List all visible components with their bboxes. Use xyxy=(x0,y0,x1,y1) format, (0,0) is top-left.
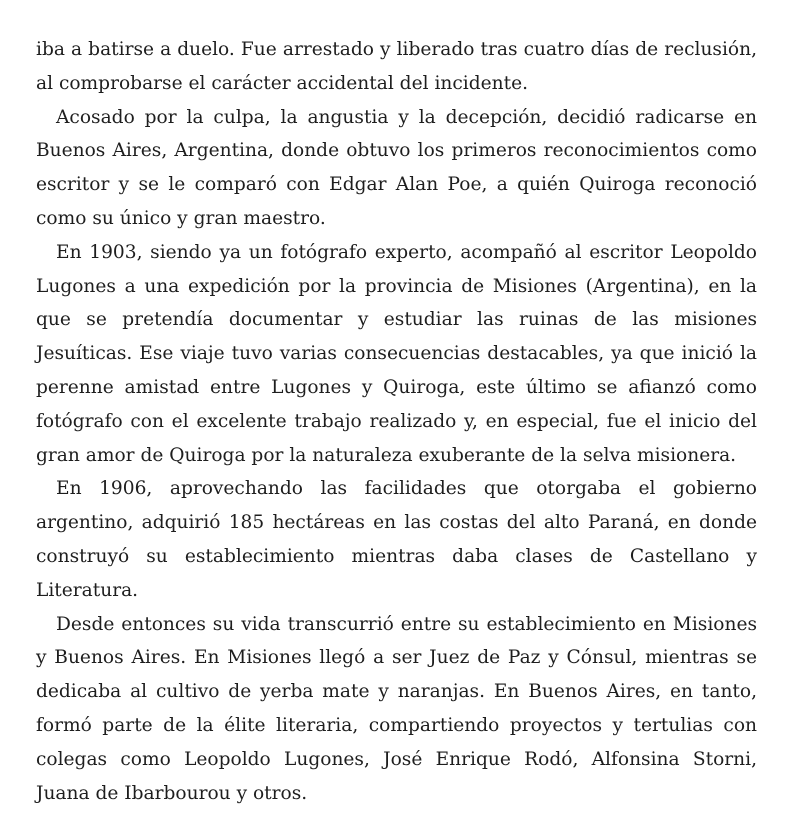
paragraph-buenos-aires: Acosado por la culpa, la angustia y la decepción, decidió radicarse en Buenos Aires, Argentina, donde obtuvo los primeros reconocimientos como escritor y se le comparó con Edgar Alan Poe, a quién Quiroga reconoció como su único y gran maestro. xyxy=(36,106,757,229)
paragraph-continued: iba a batirse a duelo. Fue arrestado y liberado tras cuatro días de reclusión, al comprobarse el carácter accidental del incidente. xyxy=(36,39,757,94)
paragraph-land-1906: En 1906, aprovechando las facilidades que otorgaba el gobierno argentino, adquirió 185 hectáreas en las costas del alto Paraná, en donde construyó su establecimiento mientras daba clases de Castellano y Literatura. xyxy=(36,478,757,601)
paragraph-misiones-life: Desde entonces su vida transcurrió entre su establecimiento en Misiones y Buenos Aires. En Misiones llegó a ser Juez de Paz y Cónsul, mientras se dedicaba al cultivo de yerba mate y naranjas. En Buenos Aires, en tanto, formó parte de la élite literaria, compartiendo proyectos y tertulias con colegas como Leopoldo Lugones, José Enrique Rodó, Alfonsina Storni, Juana de Ibarbourou y otros. xyxy=(36,613,757,804)
paragraph-expedition-1903: En 1903, siendo ya un fotógrafo experto, acompañó al escritor Leopoldo Lugones a una expedición por la provincia de Misiones (Argentina), en la que se pretendía documentar y estudiar las ruinas de las misiones Jesuíticas. Ese viaje tuvo varias consecuencias destacables, ya que inició la perenne amistad entre Lugones y Quiroga, este último se afianzó como fotógrafo con el excelente trabajo realizado y, en especial, fue el inicio del gran amor de Quiroga por la naturaleza exuberante de la selva misionera. xyxy=(36,241,757,466)
